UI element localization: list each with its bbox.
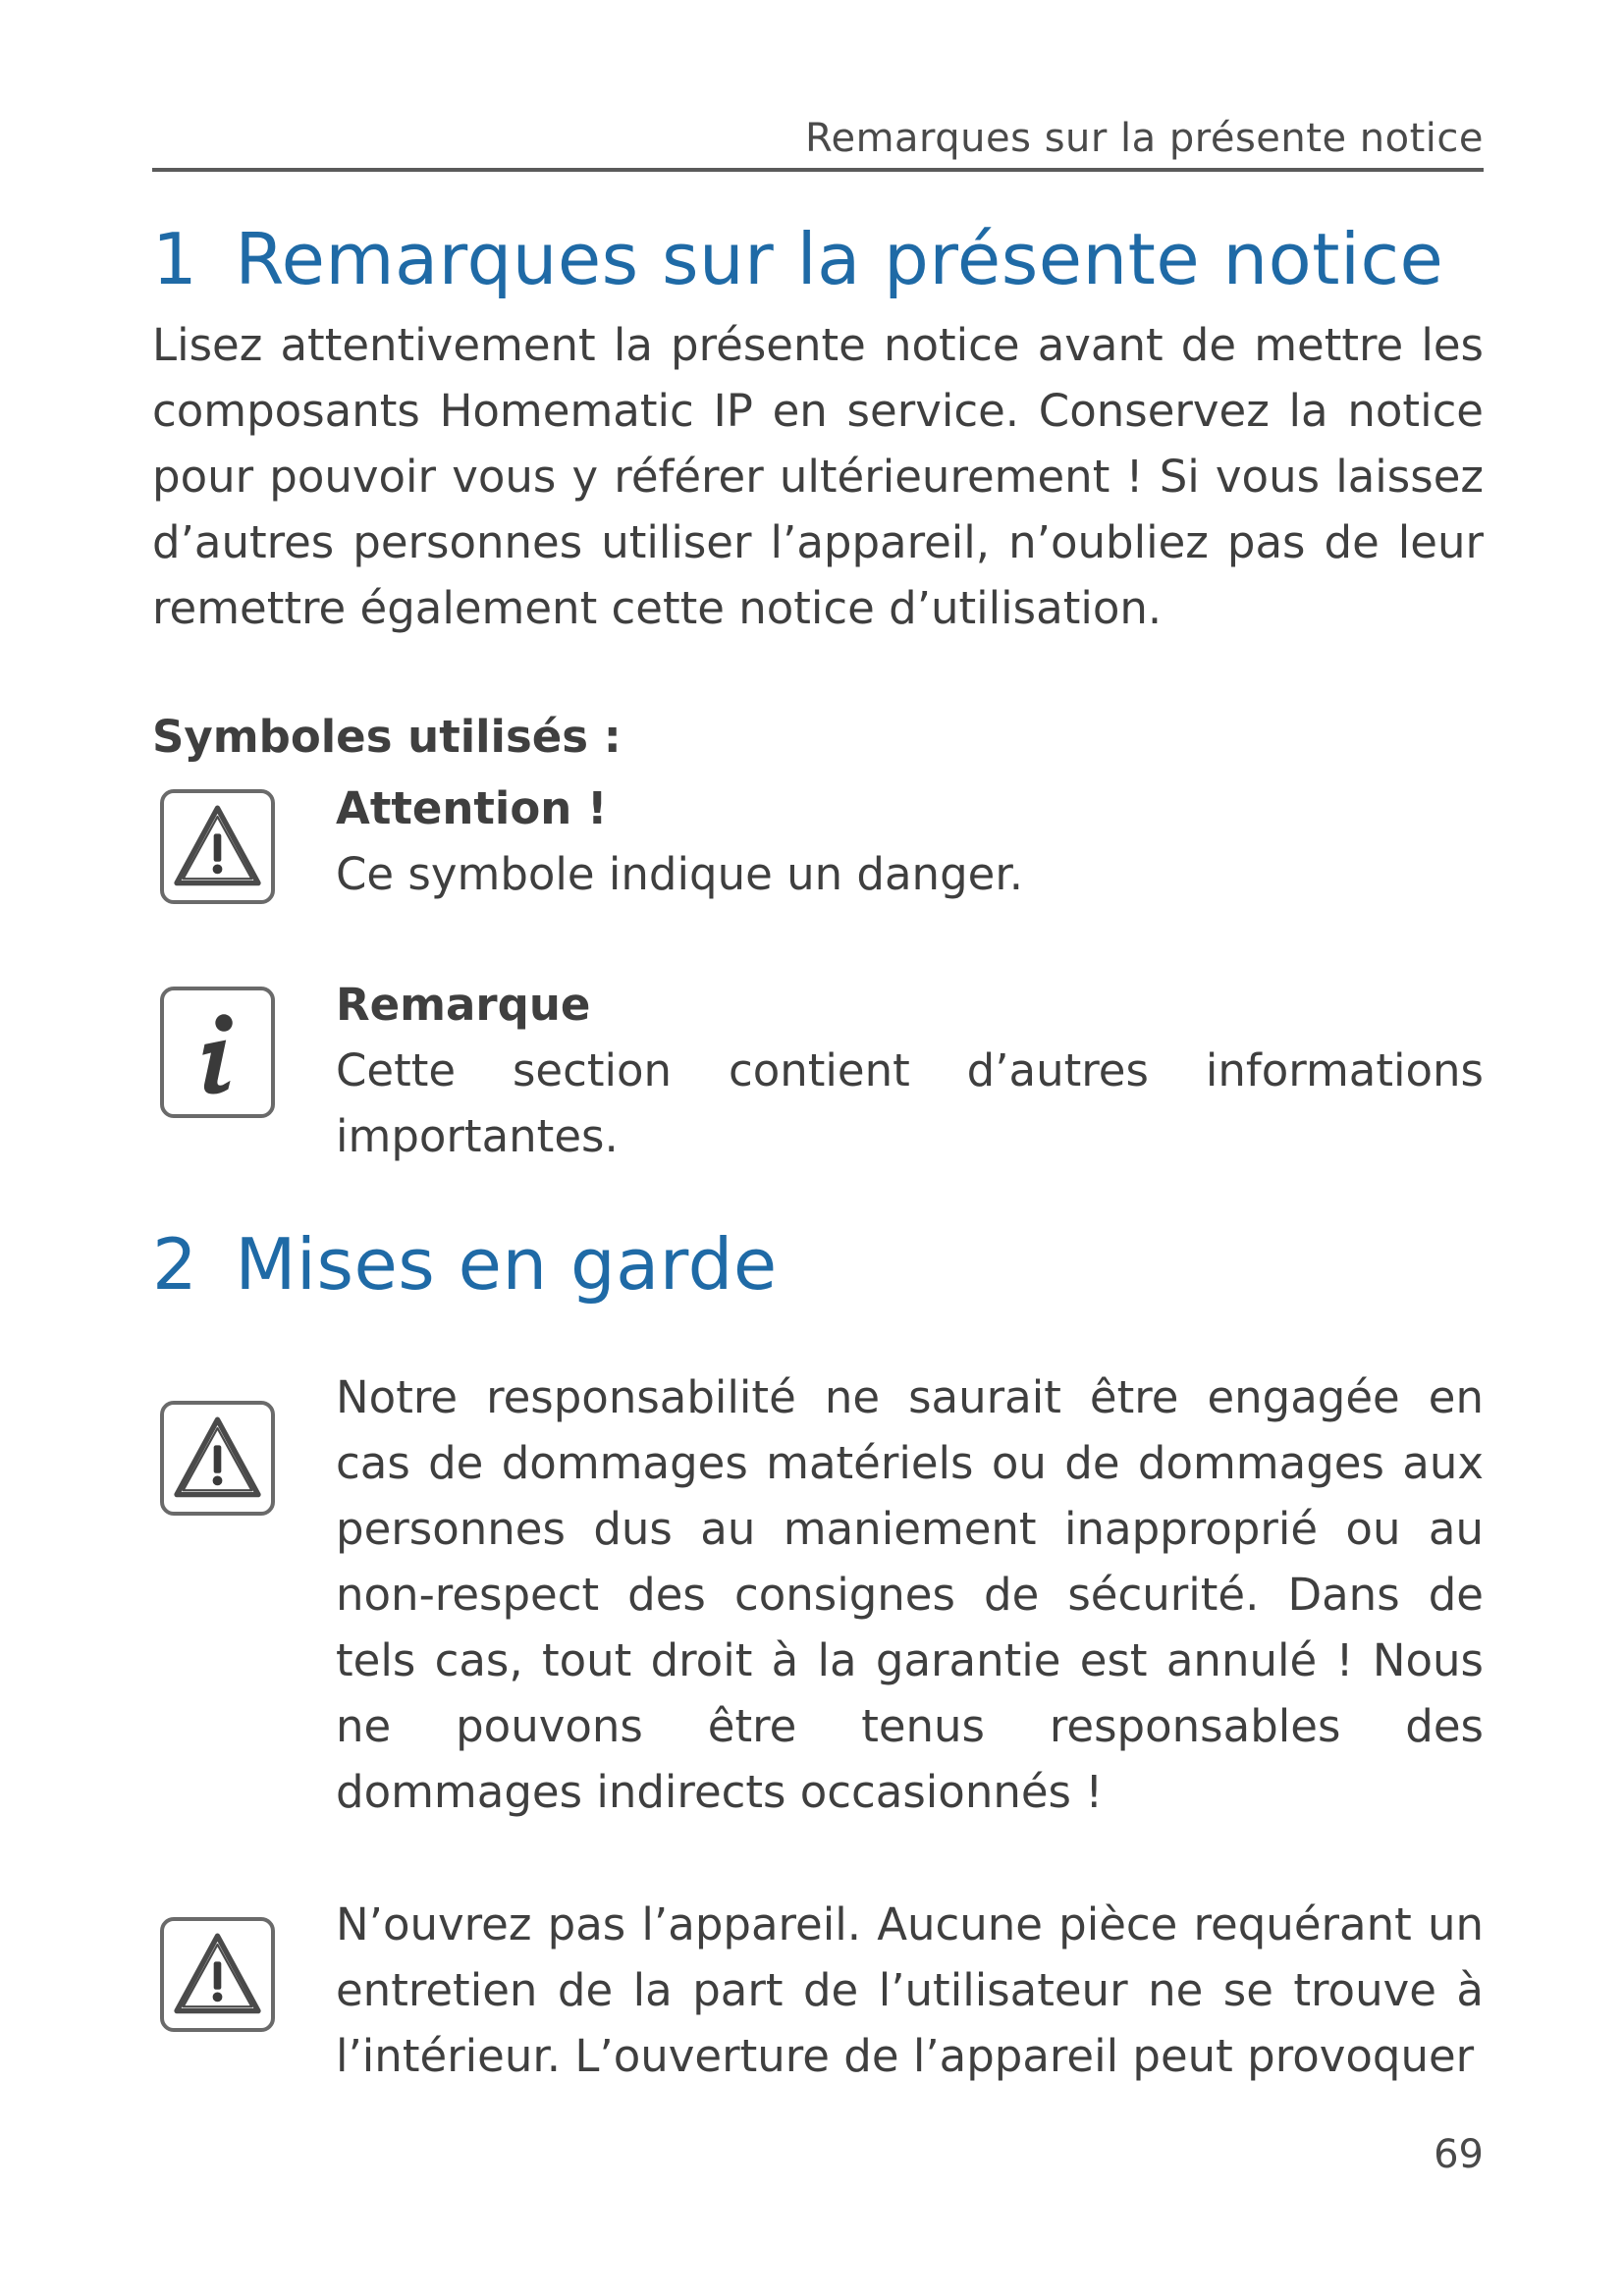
warning-triangle-icon <box>160 789 275 904</box>
header-rule <box>152 168 1484 172</box>
section-1-title-text: Remarques sur la présente notice <box>235 218 1444 300</box>
section-1-title <box>152 218 1443 300</box>
symbol-attention-text: Ce symbole indique un danger. <box>336 848 1024 900</box>
warning-2-text: N’ouvrez pas l’appareil. Aucune pièce requérant un entretien de la part de l’utilisateur ne se trouve à l’intérieur. L’ouverture de l’appareil peut provoquer <box>336 1898 1484 2082</box>
section-2-title <box>152 1223 778 1306</box>
running-header: Remarques sur la présente notice <box>804 116 1484 161</box>
page-number: 69 <box>1434 2132 1484 2177</box>
section-2-number: 2 <box>152 1223 198 1306</box>
section-1-number: 1 <box>152 218 198 300</box>
section-2-title-text: Mises en garde <box>235 1223 778 1306</box>
info-icon <box>160 987 275 1118</box>
symbol-attention-title: Attention ! <box>336 782 608 834</box>
warning-triangle-icon <box>160 1917 275 2032</box>
symbol-remarque <box>336 972 1484 1169</box>
symbol-attention <box>336 775 1484 907</box>
warning-1-text: Notre responsabilité ne saurait être engagée en cas de dommages matériels ou de dommages aux personnes dus au maniement inapproprié ou au non-respect des consignes de sécurité. Dans de tels cas, tout droit à la garantie est annulé ! Nous ne pouvons être tenus responsables des dommages indirects occasionnés ! <box>336 1371 1484 1818</box>
section-1-paragraph: Lisez attentivement la présente notice avant de mettre les composants Homematic IP en service. Conservez la notice pour pouvoir vous y référer ultérieurement ! Si vous laissez d’autres personnes utiliser l’appareil, n’oubliez pas de leur remettre également cette notice d’utilisation. <box>152 319 1484 634</box>
symbol-remarque-text: Cette section contient d’autres informations importantes. <box>336 1044 1484 1162</box>
symbols-heading: Symboles utilisés : <box>152 711 622 763</box>
warning-triangle-icon <box>160 1401 275 1516</box>
symbol-remarque-title: Remarque <box>336 979 591 1031</box>
